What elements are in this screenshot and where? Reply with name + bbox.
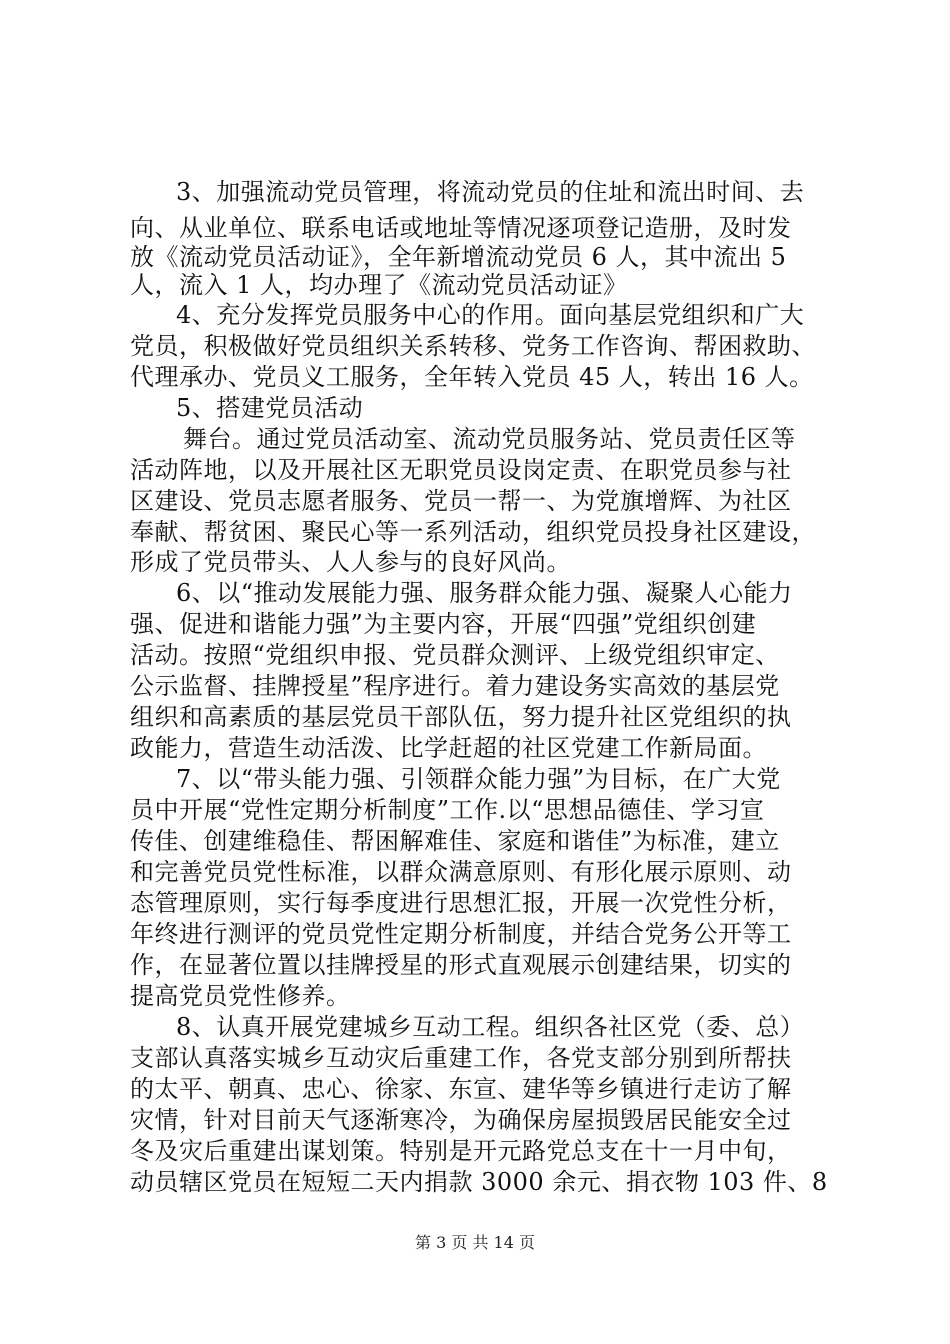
paragraph-line: 政能力，营造生动活泼、比学赶超的社区党建工作新局面。: [130, 734, 767, 762]
paragraph-line: 传佳、创建维稳佳、帮困解难佳、家庭和谐佳”为标准，建立: [130, 827, 780, 855]
paragraph-line: 支部认真落实城乡互动灾后重建工作，各党支部分别到所帮扶: [130, 1044, 792, 1072]
paragraph-line: 8、认真开展党建城乡互动工程。组织各社区党（委、总）: [176, 1013, 805, 1041]
paragraph-line: 组织和高素质的基层党员干部队伍，努力提升社区党组织的执: [130, 703, 792, 731]
paragraph-line: 3、加强流动党员管理，将流动党员的住址和流出时间、去: [176, 178, 805, 206]
paragraph-line: 年终进行测评的党员党性定期分析制度，并结合党务公开等工: [130, 920, 792, 948]
paragraph-line: 放《流动党员活动证》，全年新增流动党员 6 人，其中流出 5: [130, 243, 787, 271]
paragraph-line: 冬及灾后重建出谋划策。特别是开元路党总支在十一月中旬，: [130, 1137, 792, 1165]
paragraph-line: 员中开展“党性定期分析制度”工作.以“思想品德佳、学习宣: [130, 796, 765, 824]
paragraph-line: 4、充分发挥党员服务中心的作用。面向基层党组织和广大: [176, 301, 805, 329]
paragraph-line: 形成了党员带头、人人参与的良好风尚。: [130, 548, 571, 576]
paragraph-line: 舞台。通过党员活动室、流动党员服务站、党员责任区等: [183, 425, 796, 453]
paragraph-line: 人，流入 1 人，均办理了《流动党员活动证》: [130, 271, 628, 299]
paragraph-line: 作，在显著位置以挂牌授星的形式直观展示创建结果，切实的: [130, 951, 792, 979]
paragraph-line: 5、搭建党员活动: [176, 394, 364, 422]
page-number: 第 3 页 共 14 页: [415, 1233, 535, 1252]
paragraph-line: 7、以“带头能力强、引领群众能力强”为目标，在广大党: [176, 765, 781, 793]
paragraph-line: 和完善党员党性标准，以群众满意原则、有形化展示原则、动: [130, 858, 792, 886]
paragraph-line: 提高党员党性修养。: [130, 982, 351, 1010]
paragraph-line: 区建设、党员志愿者服务、党员一帮一、为党旗增辉、为社区: [130, 487, 792, 515]
paragraph-line: 动员辖区党员在短短二天内捐款 3000 余元、捐衣物 103 件、8: [130, 1168, 828, 1196]
paragraph-line: 活动。按照“党组织申报、党员群众测评、上级党组织审定、: [130, 641, 780, 669]
paragraph-line: 代理承办、党员义工服务，全年转入党员 45 人，转出 16 人。: [130, 363, 814, 391]
paragraph-line: 公示监督、挂牌授星”程序进行。着力建设务实高效的基层党: [130, 672, 780, 700]
paragraph-line: 强、促进和谐能力强”为主要内容，开展“四强”党组织创建: [130, 610, 757, 638]
paragraph-line: 灾情，针对目前天气逐渐寒冷，为确保房屋损毁居民能安全过: [130, 1106, 792, 1134]
paragraph-line: 活动阵地，以及开展社区无职党员设岗定责、在职党员参与社: [130, 456, 792, 484]
paragraph-line: 向、从业单位、联系电话或地址等情况逐项登记造册，及时发: [130, 214, 792, 242]
paragraph-line: 奉献、帮贫困、聚民心等一系列活动，组织党员投身社区建设，: [130, 518, 816, 546]
page-footer: [0, 1233, 950, 1253]
paragraph-line: 6、以“推动发展能力强、服务群众能力强、凝聚人心能力: [176, 579, 793, 607]
paragraph-line: 的太平、朝真、忠心、徐家、东宣、建华等乡镇进行走访了解: [130, 1075, 792, 1103]
paragraph-line: 党员，积极做好党员组织关系转移、党务工作咨询、帮困救助、: [130, 332, 816, 360]
paragraph-line: 态管理原则，实行每季度进行思想汇报，开展一次党性分析，: [130, 889, 792, 917]
